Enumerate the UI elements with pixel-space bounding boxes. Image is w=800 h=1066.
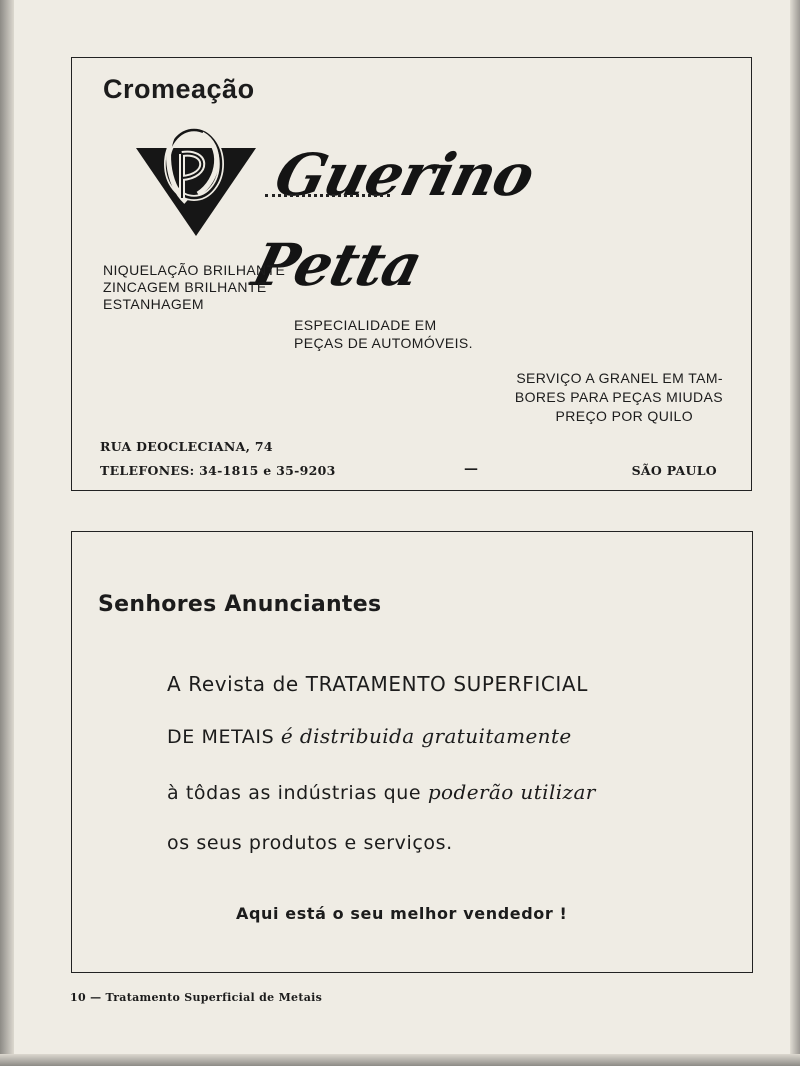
- company-logo: [136, 124, 256, 238]
- notice-line-3-italic: poderão utilizar: [427, 780, 596, 804]
- services-list: [103, 262, 285, 313]
- service-item: NIQUELAÇÃO BRILHANTE: [103, 262, 286, 278]
- city: SÃO PAULO: [631, 463, 717, 478]
- notice-line-3-start: à tôdas as indústrias que: [167, 782, 422, 804]
- footer-dash: —: [90, 991, 102, 1004]
- phone-numbers: TELEFONES: 34-1815 e 35-9203: [100, 463, 336, 478]
- specialty-line: PEÇAS DE AUTOMÓVEIS.: [294, 335, 473, 351]
- page-footer: [70, 991, 322, 1004]
- page-edge-right: [790, 0, 800, 1066]
- service-item: ESTANHAGEM: [103, 296, 204, 312]
- signature-logotype: Guerino Petta: [246, 141, 541, 299]
- notice-title: Senhores Anunciantes: [98, 592, 382, 617]
- separator-dash: —: [464, 461, 478, 477]
- notice-line-2-italic: é distribuida gratuitamente: [280, 724, 572, 748]
- notice-line-1: A Revista de TRATAMENTO SUPERFICIAL: [167, 672, 588, 696]
- bulk-service-line: PREÇO POR QUILO: [555, 408, 693, 424]
- notice-line-3: [167, 780, 596, 804]
- bulk-service-text: [515, 369, 723, 426]
- address: RUA DEOCLECIANA, 74: [100, 439, 273, 454]
- advertisement-box: [71, 57, 752, 491]
- service-item: ZINCAGEM BRILHANTE: [103, 279, 267, 295]
- brand-name: Cromeação: [103, 74, 255, 104]
- notice-tagline: Aqui está o seu melhor vendedor !: [236, 904, 568, 923]
- page-edge-left: [0, 0, 14, 1066]
- dotted-rule: [265, 194, 390, 197]
- notice-line-2-start: DE METAIS: [167, 726, 275, 748]
- notice-line-2: [167, 724, 572, 748]
- publication-title: Tratamento Superficial de Metais: [105, 991, 323, 1004]
- page-edge-bottom: [0, 1054, 800, 1066]
- specialty-text: [294, 316, 473, 352]
- bulk-service-line: BORES PARA PEÇAS MIUDAS: [514, 389, 723, 405]
- bulk-service-line: SERVIÇO A GRANEL EM TAM-: [516, 370, 723, 386]
- specialty-line: ESPECIALIDADE EM: [294, 317, 437, 333]
- advertisers-notice-box: [71, 531, 753, 973]
- page-number: 10: [70, 991, 86, 1004]
- notice-line-4: os seus produtos e serviços.: [167, 832, 453, 854]
